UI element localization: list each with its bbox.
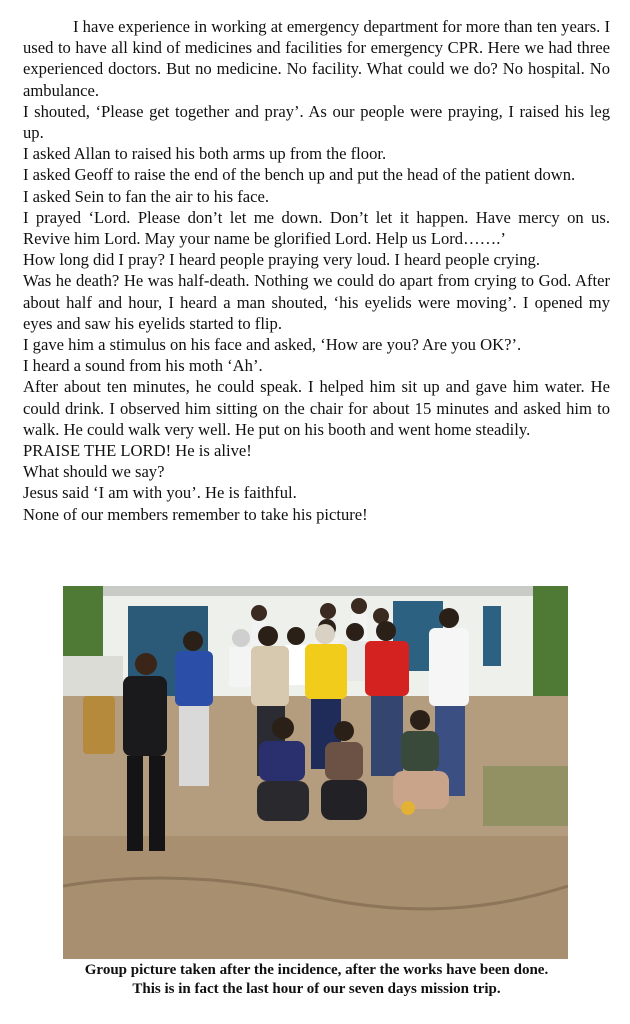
paragraph: I have experience in working at emergency department for more than ten years. I used to have all kind of medicines and facilities for emergency CPR. Here we had three experienced doctors. But no medicine. No facility. What could we do? No hospital. No ambulance. [23,17,610,100]
paragraph: Jesus said ‘I am with you’. He is faithful. [23,483,297,503]
photo-people-front-row [257,710,449,821]
caption-line: Group picture taken after the incidence, after the works have been done. [84,962,549,978]
caption-line: This is in fact the last hour of our seven days mission trip. [132,981,501,997]
paragraph: I prayed ‘Lord. Please don’t let me down. Don’t let it happen. Have mercy on us. Revive him Lord. May your name be glorified Lord. Help us Lord…….’ [23,207,610,249]
paragraph: PRAISE THE LORD! He is alive! [23,441,252,461]
photo-caption [23,961,610,999]
paragraph: What should we say? [23,462,165,482]
paragraph: How long did I pray? I heard people praying very loud. I heard people crying. [23,250,540,270]
group-photo-illustration [63,586,568,959]
paragraph: Was he death? He was half-death. Nothing we could do apart from crying to God. After about half and hour, I heard a man shouted, ‘his eyelids were moving’. I opened my eyes and saw his eyelids started to flip. [23,271,610,333]
paragraph: I asked Sein to fan the air to his face. [23,186,270,206]
paragraph: I shouted, ‘Please get together and pray’. As our people were praying, I raised his leg up. [23,101,610,143]
story-text [23,16,610,525]
paragraph: I heard a sound from his moth ‘Ah’. [23,356,263,376]
paragraph: None of our members remember to take his picture! [23,504,368,524]
paragraph: I gave him a stimulus on his face and asked, ‘How are you? Are you OK?’. [23,335,522,355]
group-photo [63,586,568,959]
paragraph: I asked Geoff to raise the end of the bench up and put the head of the patient down. [23,165,576,185]
photo-window [483,606,501,666]
paragraph: I asked Allan to raised his both arms up from the floor. [23,144,387,164]
paragraph: After about ten minutes, he could speak. I helped him sit up and gave him water. He could drink. I observed him sitting on the chair for about 15 minutes and asked him to walk. He could walk very well. He put on his booth and went home steadily. [23,377,610,439]
